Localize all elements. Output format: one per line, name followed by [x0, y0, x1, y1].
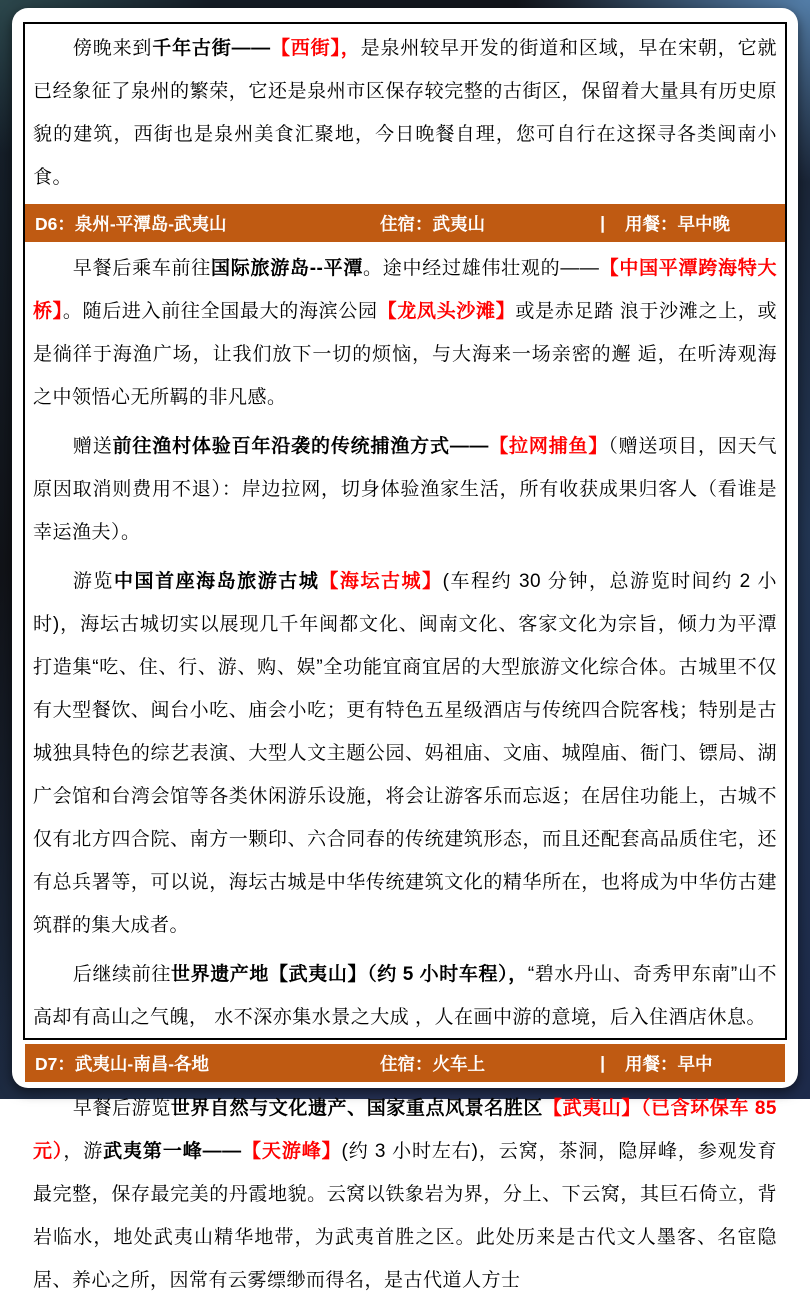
emphasis-text: 世界自然与文化遗产、国家重点风景名胜区 — [170, 1098, 544, 1119]
d6-paragraph-fishing — [25, 422, 785, 557]
itinerary-text-box — [23, 22, 787, 1291]
body-text: (约 3 小时左右)，云窝，茶洞，隐屏峰，参观发育最完整，保存最完美的丹霞地貌。云窝以铁象岩为界，分上、下云窝，其巨石倚立，背岩临水，地处武夷山精华地带，为武夷首胜之区。此处历来是古代文人墨客、名宦隐居、养心之所，因常有云雾缥缈而得名，是古代道人方士 — [33, 1141, 777, 1291]
d6-paragraph-pingtan — [25, 244, 785, 422]
emphasis-text: 国际旅游岛--平潭 — [211, 258, 364, 279]
body-text: （赠送项目，因天气原因取消则费用不退）：岸边拉网，切身体验渔家生活，所有收获成果归客人（看谁是幸运渔夫）。 — [33, 436, 777, 543]
highlight-text: 【拉网捕鱼】 — [488, 436, 609, 457]
d6-paragraph-wuyishan-transfer — [25, 950, 785, 1042]
lodging-label: 住宿：火车上 — [380, 1053, 485, 1074]
day-header-d6 — [25, 204, 785, 242]
body-text: 游览 — [72, 571, 114, 592]
d7-paragraph-wuyishan-tour — [25, 1084, 785, 1305]
separator-pipe: | — [600, 1052, 605, 1073]
highlight-text: 【天游峰】 — [241, 1141, 342, 1162]
body-text: 。途中经过雄伟壮观的—— — [363, 258, 600, 279]
lodging-label: 住宿：武夷山 — [380, 213, 485, 234]
highlight-text: 【龙凤头沙滩】 — [377, 301, 516, 322]
body-text: “碧水丹山、奇秀甲东南”山不高却有高山之气魄， 水不深亦集水景之大成 ，人在画中游的意境，后入住酒店休息。 — [33, 964, 777, 1028]
body-text: (车程约 30 分钟，总游览时间约 2 小时)，海坛古城切实以展现几千年闽都文化、闽南文化、客家文化为宗旨，倾力为平潭打造集“吃、住、行、游、购、娱”全功能宜商宜居的大型旅游文化综合体。古城里不仅有大型餐饮、闽台小吃、庙会小吃；更有特色五星级酒店与传统四合院客栈；特别是古城独具特色的综艺表演、大型人文主题公园、妈祖庙、文庙、城隍庙、衙门、镖局、湖广会馆和台湾会馆等各类休闲游乐设施，将会让游客乐而忘返；在居住功能上，古城不仅有北方四合院、南方一颗印、六合同春的传统建筑形态，而且还配套高品质住宅，还有总兵署等，可以说，海坛古城是中华传统建筑文化的精华所在，也将成为中华仿古建筑群的集大成者。 — [33, 571, 777, 936]
day-route-label: D6：泉州-平潭岛-武夷山 — [35, 213, 227, 234]
body-text: 后继续前往 — [72, 964, 171, 985]
intro-paragraph — [25, 24, 785, 202]
day-route-label: D7：武夷山-南昌-各地 — [35, 1053, 210, 1074]
meals-label: 用餐：早中晚 — [625, 213, 730, 234]
meals-label: 用餐：早中 — [625, 1053, 713, 1074]
emphasis-text: 前往渔村体验百年沿袭的传统捕渔方式—— — [112, 436, 489, 457]
emphasis-text: 千年古街—— — [152, 38, 271, 59]
d6-paragraph-haitan-ancient-city — [25, 557, 785, 950]
body-text: 。随后进入前往全国最大的海滨公园 — [62, 301, 378, 322]
highlight-text: 【海坛古城】 — [319, 571, 443, 592]
body-text: 或是赤足踏 浪于沙滩之上，或是徜徉于海渔广场，让我们放下一切的烦恼，与大海来一场亲密的邂 逅，在听涛观海之中领悟心无所羁的非凡感。 — [33, 301, 777, 408]
emphasis-text: 世界遗产地【武夷山】（约 5 小时车程）， — [170, 964, 528, 985]
highlight-text: 【中国平潭跨海特大桥】 — [33, 258, 777, 322]
body-text: 是泉州较早开发的街道和区域，早在宋朝，它就已经象征了泉州的繁荣，它还是泉州市区保存较完整的古街区，保留着大量具有历史原貌的建筑，西街也是泉州美食汇聚地，今日晚餐自理，您可自行在这探寻各类闽南小食。 — [33, 38, 777, 188]
highlight-text: 【西街】， — [270, 38, 361, 59]
body-text: 早餐后游览 — [72, 1098, 171, 1119]
body-text: ，游 — [63, 1141, 104, 1162]
emphasis-text: 中国首座海岛旅游古城 — [113, 571, 320, 592]
separator-pipe: | — [600, 212, 605, 233]
document-page — [12, 8, 798, 1291]
body-text: 早餐后乘车前往 — [72, 258, 212, 279]
body-text: 傍晚来到 — [72, 38, 153, 59]
body-text: 赠送 — [72, 436, 113, 457]
highlight-text: 【武夷山】（已含环保车 85 元） — [33, 1098, 777, 1162]
day-header-d7 — [25, 1044, 785, 1082]
emphasis-text: 武夷第一峰—— — [103, 1141, 242, 1162]
